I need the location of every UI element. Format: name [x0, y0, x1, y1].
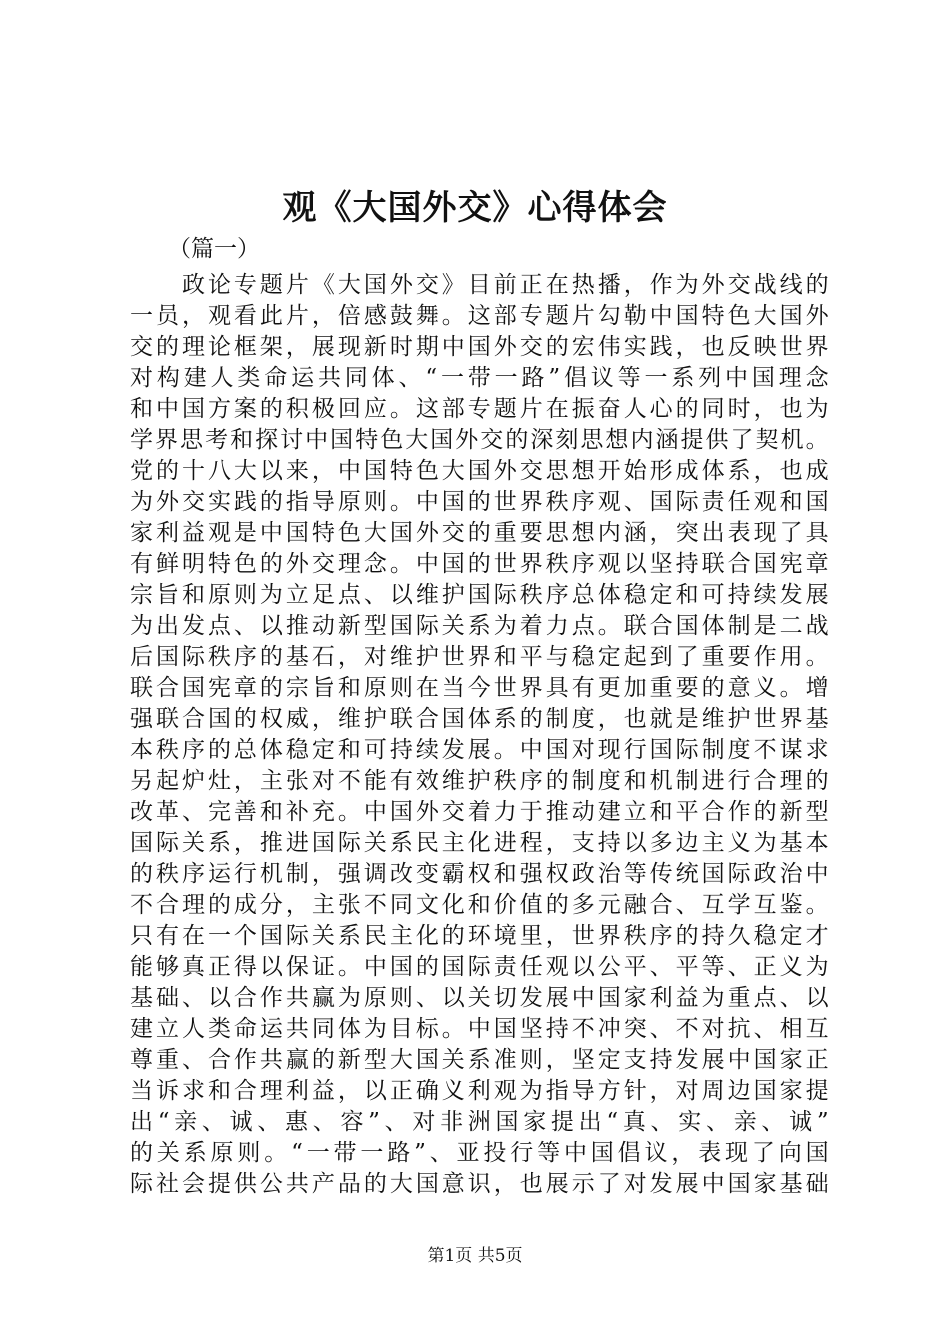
text-line: 政论专题片《大国外交》目前正在热播，作为外交战线的: [130, 272, 830, 298]
text-line: 的秩序运行机制，强调改变霸权和强权政治等传统国际政治中: [130, 861, 830, 887]
body-text: [130, 270, 830, 1200]
text-line: 联合国宪章的宗旨和原则在当今世界具有更加重要的意义。增: [130, 675, 830, 701]
text-line: 为外交实践的指导原则。中国的世界秩序观、国际责任观和国: [130, 489, 830, 515]
text-line: 有鲜明特色的外交理念。中国的世界秩序观以坚持联合国宪章: [130, 551, 830, 577]
text-line: 改革、完善和补充。中国外交着力于推动建立和平合作的新型: [130, 799, 830, 825]
text-line: 一员，观看此片，倍感鼓舞。这部专题片勾勒中国特色大国外: [130, 303, 830, 329]
section-label: （篇一）: [168, 236, 260, 262]
text-line: 只有在一个国际关系民主化的环境里，世界秩序的持久稳定才: [130, 923, 830, 949]
text-line: 建立人类命运共同体为目标。中国坚持不冲突、不对抗、相互: [130, 1016, 830, 1042]
text-line: 能够真正得以保证。中国的国际责任观以公平、平等、正义为: [130, 954, 830, 980]
text-line: 为出发点、以推动新型国际关系为着力点。联合国体制是二战: [130, 613, 830, 639]
text-line: 基础、以合作共赢为原则、以关切发展中国家利益为重点、以: [130, 985, 830, 1011]
text-line: 出“亲、诚、惠、容”、对非洲国家提出“真、实、亲、诚”: [130, 1109, 830, 1135]
text-line: 国际关系，推进国际关系民主化进程，支持以多边主义为基本: [130, 830, 830, 856]
text-line: 交的理论框架，展现新时期中国外交的宏伟实践，也反映世界: [130, 334, 830, 360]
text-line: 党的十八大以来，中国特色大国外交思想开始形成体系，也成: [130, 458, 830, 484]
text-line: 学界思考和探讨中国特色大国外交的深刻思想内涵提供了契机。: [130, 427, 830, 453]
text-line: 强联合国的权威，维护联合国体系的制度，也就是维护世界基: [130, 706, 830, 732]
document-title: 观《大国外交》心得体会: [282, 188, 668, 228]
text-line: 宗旨和原则为立足点、以维护国际秩序总体稳定和可持续发展: [130, 582, 830, 608]
text-line: 的关系原则。“一带一路”、亚投行等中国倡议，表现了向国: [130, 1140, 830, 1166]
text-line: 不合理的成分，主张不同文化和价值的多元融合、互学互鉴。: [130, 892, 830, 918]
page-indicator: 第1页 共5页: [427, 1246, 523, 1266]
text-line: 另起炉灶，主张对不能有效维护秩序的制度和机制进行合理的: [130, 768, 830, 794]
text-line: 后国际秩序的基石，对维护世界和平与稳定起到了重要作用。: [130, 644, 830, 670]
text-line: 家利益观是中国特色大国外交的重要思想内涵，突出表现了具: [130, 520, 830, 546]
text-line: 和中国方案的积极回应。这部专题片在振奋人心的同时，也为: [130, 396, 830, 422]
text-line: 当诉求和合理利益，以正确义利观为指导方针，对周边国家提: [130, 1078, 830, 1104]
text-line: 尊重、合作共赢的新型大国关系准则，坚定支持发展中国家正: [130, 1047, 830, 1073]
text-line: 际社会提供公共产品的大国意识，也展示了对发展中国家基础: [130, 1171, 830, 1197]
text-line: 对构建人类命运共同体、“一带一路”倡议等一系列中国理念: [130, 365, 830, 391]
text-line: 本秩序的总体稳定和可持续发展。中国对现行国际制度不谋求: [130, 737, 830, 763]
